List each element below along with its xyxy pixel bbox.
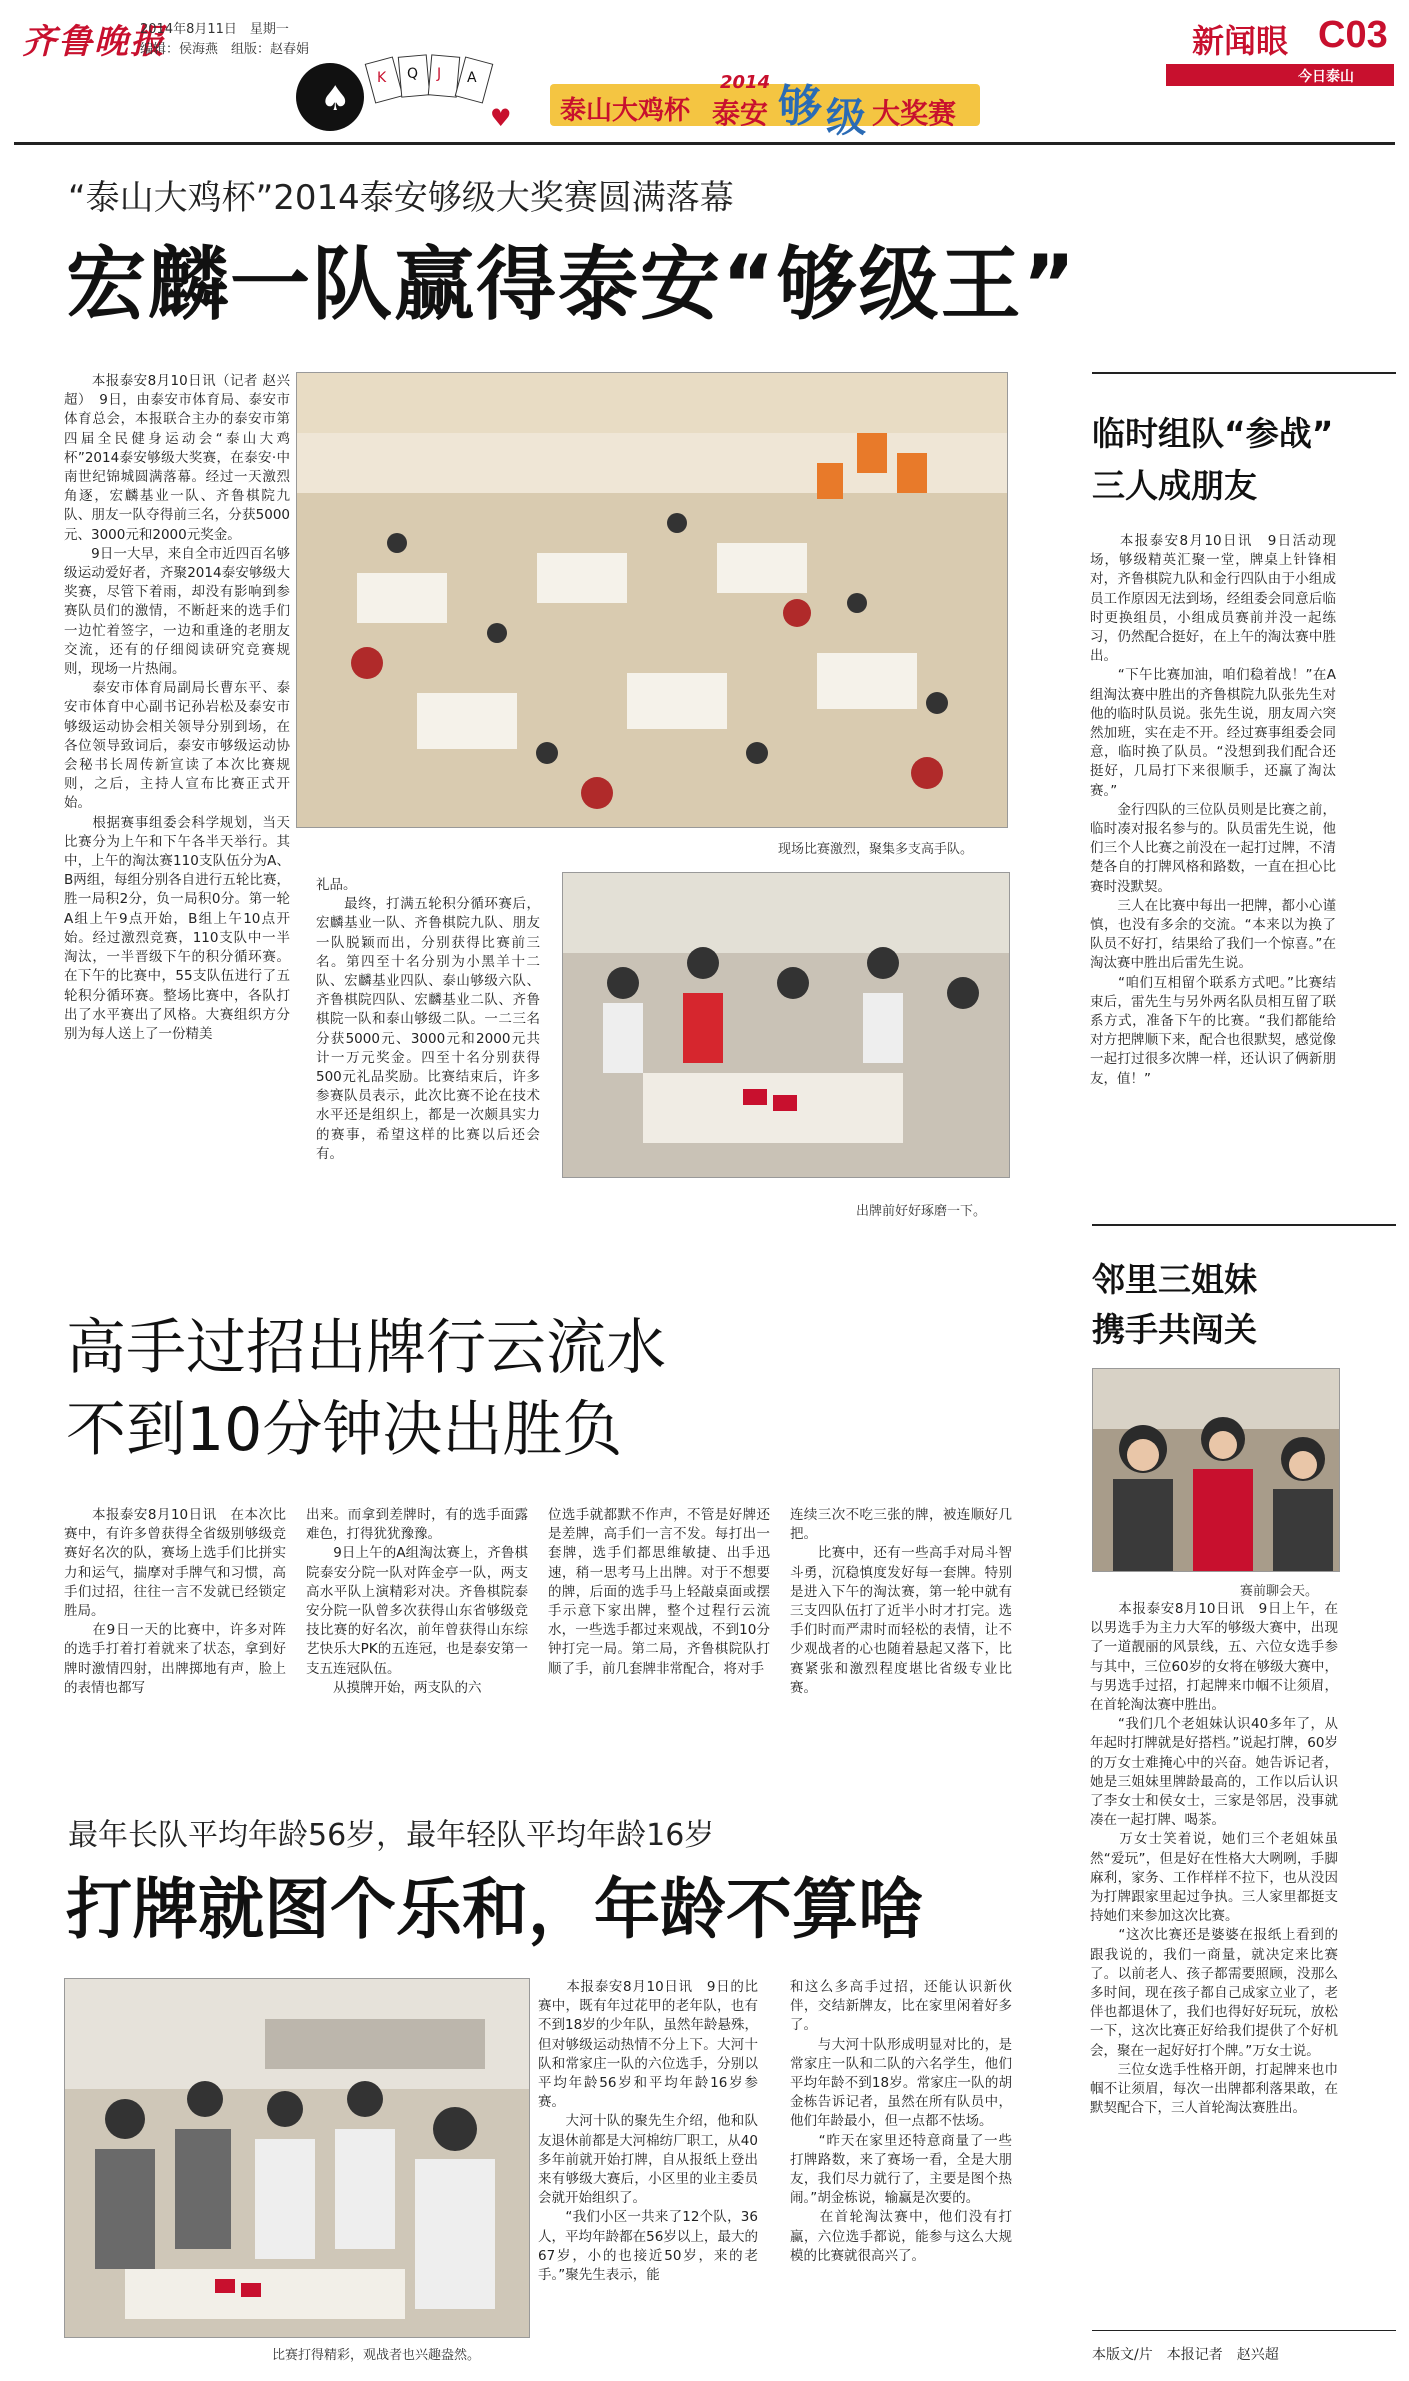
- story2-col3: 位选手就都默不作声，不管是好牌还是差牌，高手们一言不发。每打出一套牌，选手们都思维敏捷、出手迅速，稍一思考马上出牌。对于不想要的牌，后面的选手马上轻敲桌面或摆手示意下家出牌，整个过程行云流水，一些选手都过来观战，不到10分钟打完一局。第二局，齐鲁棋院队打顺了手，前几套牌非常配合，将对手: [548, 1507, 770, 1677]
- story3-col2: 和这么多高手过招，还能认识新伙伴，交结新牌友，比在家里闲着好多了。 与大河十队形成明显对比的，是常家庄一队和二队的六名学生，他们平均年龄不到18岁。常家庄一队的胡金栋告诉记者，虽然在所有队员中，他们年龄最小，但一点都不怯场。 “昨天在家里还特意商量了一些打牌路数，来了赛场一看，全是大朋友，我们尽力就行了，主要是图个热闹。”胡金栋说，输赢是次要的。 在首轮淘汰赛中，他们没有打赢，六位选手都说，能参与这么大规模的比赛就很高兴了。: [790, 1979, 1012, 2264]
- masthead-rule: [14, 142, 1395, 145]
- event-banner: [250, 52, 1030, 142]
- date-line: 2014年8月11日 星期一: [140, 22, 289, 37]
- story1-photo2: [562, 872, 1010, 1178]
- story3-photo-caption: 比赛打得精彩，观战者也兴趣盎然。: [272, 2348, 481, 2363]
- svg-text:Q: Q: [407, 66, 419, 82]
- banner-right-a: 泰安: [712, 97, 769, 130]
- story2-headline-a: 高手过招出牌行云流水: [66, 1313, 666, 1383]
- side2-photo: [1092, 1368, 1340, 1572]
- story2-col4: 连续三次不吃三张的牌，被连顺好几把。 比赛中，还有一些高手对局斗智斗勇，沉稳慎度发好每一套牌。特别是进入下午的淘汰赛，第一轮中就有三支四队伍打了近半小时才打完。选手们时而严肃时而轻松的表情，让不少观战者的心也随着悬起又落下，比赛紧张和激烈程度堪比省级专业比赛。: [790, 1507, 1012, 1696]
- side2-title-b: 携手共闯关: [1092, 1310, 1257, 1349]
- banner-left: 泰山大鸡杯: [560, 96, 691, 126]
- side2-body: 本报泰安8月10日讯 9日上午，在以男选手为主力大军的够级大赛中，出现了一道靓丽的风景线，五、六位女选手参与其中，三位60岁的女将在够级大赛中，与男选手过招，打起牌来巾帼不让须眉，在首轮淘汰赛中胜出。 “我们几个老姐妹认识40多年了，从年起时打牌就是好搭档。”说起打牌，60岁的万女士难掩心中的兴奋。她告诉记者，她是三姐妹里牌龄最高的，工作以后认识了李女士和侯女士，三家是邻居，没事就凑在一起打牌、喝茶。 万女士笑着说，她们三个老姐妹虽然“爱玩”，但是好在性格大大咧咧，手脚麻利，家务、工作样样不拉下，也从没因为打牌跟家里起过争执。三人家里都挺支持她们来参加这次比赛。 “这次比赛还是婆婆在报纸上看到的跟我说的，我们一商量，就决定来比赛了。以前老人、孩子都需要照顾，没那么多时间，现在孩子都自己成家立业了，老伴也都退休了，我们也得好好玩玩，放松一下，这次比赛正好给我们提供了个好机会，聚在一起好好打个牌。”万女士说。 三位女选手性格开朗，打起牌来也巾帼不让须眉，每次一出牌都利落果敢，在默契配合下，三人首轮淘汰赛胜出。: [1090, 1601, 1338, 2117]
- story3-photo: [64, 1978, 530, 2338]
- spectators-photo-icon: [65, 1979, 530, 2338]
- side2-photo-caption: 赛前聊会天。: [1240, 1584, 1319, 1599]
- side1-body: 本报泰安8月10日讯 9日活动现场，够级精英汇聚一堂，牌桌上针锋相对，齐鲁棋院九队和金行四队由于小组成员工作原因无法到场，经组委会同意后临时更换组员，小组成员赛前并没一起练习，仍然配合挺好，在上午的淘汰赛中胜出。 “下午比赛加油，咱们稳着战！”在A组淘汰赛中胜出的齐鲁棋院九队张先生对他的临时队员说。张先生说，朋友周六突然加班，实在走不开。经过赛事组委会同意，临时换了队员。“没想到我们配合还挺好，几局打下来很顺手，还赢了淘汰赛。” 金行四队的三位队员则是比赛之前，临时凑对报名参与的。队员雷先生说，他们三个人比赛之前没在一起打过牌，不清楚各自的打牌风格和路数，一直在担心比赛时没默契。 三人在比赛中每出一把牌，都小心谨慎，也没有多余的交流。“本来以为换了队员不好打，结果给了我们一个惊喜。”在淘汰赛中胜出后雷先生说。 “咱们互相留个联系方式吧。”比赛结束后，雷先生与另外两名队员相互留了联系方式，准备下午的比赛。“我们都能给对方把牌顺下来，配合也很默契，感觉像一起打过很多次牌一样，还认识了俩新朋友，值！”: [1090, 533, 1336, 1087]
- crowd-photo-icon: [297, 373, 1008, 828]
- side1-top-rule: [1092, 372, 1396, 374]
- section-name: 新闻眼: [1192, 22, 1289, 60]
- side2-top-rule: [1092, 1224, 1396, 1226]
- editor-line: 编辑：侯海燕 组版：赵春娟: [140, 42, 310, 57]
- story1-photo1-caption: 现场比赛激烈，聚集多支高手队。: [778, 842, 974, 857]
- side1-title-b: 三人成朋友: [1092, 466, 1257, 505]
- credits: 本版文/片 本报记者 赵兴超: [1092, 2347, 1279, 2363]
- svg-text:A: A: [467, 70, 477, 86]
- story3-kicker: 最年长队平均年龄56岁，最年轻队平均年龄16岁: [68, 1818, 715, 1853]
- section-sub-bar: [1166, 64, 1394, 86]
- credits-rule: [1092, 2330, 1396, 2331]
- svg-text:♥: ♥: [490, 104, 512, 132]
- side1-title-a: 临时组队“参战”: [1092, 414, 1334, 453]
- section-sub: 今日泰山: [1298, 69, 1354, 85]
- story2-col1: 本报泰安8月10日讯 在本次比赛中，有许多曾获得全省级别够级竞赛好名次的队，赛场上选手们比拼实力和运气，揣摩对手牌气和习惯，高手们过招，往往一言不发就已经锁定胜局。 在9日一天的比赛中，许多对阵的选手打着打着就来了状态，拿到好牌时激情四射，出牌掷地有声，脸上的表情也都写: [64, 1507, 286, 1696]
- banner-right-d: 大奖赛: [872, 97, 957, 130]
- three-women-photo-icon: [1093, 1369, 1340, 1572]
- cards-icon: [250, 52, 550, 142]
- svg-text:J: J: [437, 66, 442, 82]
- side2-title-a: 邻里三姐妹: [1092, 1260, 1257, 1299]
- banner-right-b: 够: [778, 81, 822, 132]
- story1-headline: 宏麟一队赢得泰安“够级王”: [66, 238, 1078, 331]
- story2-col2: 出来。而拿到差牌时，有的选手面露难色，打得犹犹豫豫。 9日上午的A组淘汰赛上，齐鲁棋院泰安分院一队对阵金亭一队，两支高水平队上演精彩对决。齐鲁棋院泰安分院一队曾多次获得山东省够级竞技比赛的好名次，前年曾获得山东综艺快乐大PK的五连冠，也是泰安第一支五连冠队伍。 从摸牌开始，两支队的六: [306, 1507, 528, 1696]
- newspaper-logo: 齐鲁晚报: [22, 22, 166, 62]
- story3-col1: 本报泰安8月10日讯 9日的比赛中，既有年过花甲的老年队，也有不到18岁的少年队，虽然年龄悬殊，但对够级运动热情不分上下。大河十队和常家庄一队的六位选手，分别以平均年龄56岁和平均年龄16岁参赛。 大河十队的聚先生介绍，他和队友退休前都是大河棉纺厂职工，从40多年前就开始打牌，自从报纸上登出来有够级大赛后，小区里的业主委员会就开始组织了。 “我们小区一共来了12个队，36人，平均年龄都在56岁以上，最大的67岁，小的也接近50岁，来的老手。”聚先生表示，能: [538, 1979, 758, 2284]
- story1-photo1: [296, 372, 1008, 828]
- banner-year: 2014: [720, 72, 771, 93]
- story1-kicker: “泰山大鸡杯”2014泰安够级大奖赛圆满落幕: [68, 178, 734, 218]
- story1-col2: 礼品。 最终，打满五轮积分循环赛后，宏麟基业一队、齐鲁棋院九队、朋友一队脱颖而出，分别获得比赛前三名。第四至十名分别为小黑羊十二队、宏麟基业四队、泰山够级六队、齐鲁棋院四队、宏麟基业二队、齐鲁棋院一队和泰山够级二队。一二三名分获5000元、3000元和2000元共计一万元奖金。四至十名分别获得500元礼品奖励。比赛结束后，许多参赛队员表示，此次比赛不论在技术水平还是组织上，都是一次颇具实力的赛事，希望这样的比赛以后还会有。: [316, 877, 540, 1162]
- card-table-photo-icon: [563, 873, 1010, 1178]
- story2-headline-b: 不到10分钟决出胜负: [66, 1395, 623, 1465]
- story1-col1: 本报泰安8月10日讯（记者 赵兴超） 9日，由泰安市体育局、泰安市体育总会，本报联合主办的泰安市第四届全民健身运动会“泰山大鸡杯”2014泰安够级大奖赛，在泰安·中南世纪锦城圆满落幕。经过一天激烈角逐，宏麟基业一队、齐鲁棋院九队、朋友一队夺得前三名，分获5000元、3000元和2000元奖金。 9日一大早，来自全市近四百名够级运动爱好者，齐聚2014泰安够级大奖赛，尽管下着雨，却没有影响到参赛队员们的激情，不断赶来的选手们一边忙着签字，一边和重逢的老朋友交流，还有的仔细阅读研究竞赛规则，现场一片热闹。 泰安市体育局副局长曹东平、泰安市体育中心副书记孙岩松及泰安市够级运动协会相关领导分别到场，在各位领导致词后，泰安市够级运动协会秘书长周传新宣读了本次比赛规则，之后，主持人宣布比赛正式开始。 根据赛事组委会科学规划，当天比赛分为上午和下午各半天举行。其中，上午的淘汰赛110支队伍分为A、B两组，每组分别各自进行五轮比赛，胜一局积2分，负一局积0分。第一轮A组上午9点开始，B组上午10点开始。经过激烈竞赛，110支队中一半淘汰，一半晋级下午的积分循环赛。在下午的比赛中，55支队伍进行了五轮积分循环赛。整场比赛中，各队打出了水平赛出了风格。大赛组织方分别为每人送上了一份精美: [64, 373, 290, 1042]
- page-number: C03: [1318, 14, 1388, 56]
- banner-right-c: 级: [826, 95, 866, 141]
- story3-headline: 打牌就图个乐和，年龄不算啥: [66, 1871, 924, 1948]
- svg-text:♠: ♠: [320, 79, 351, 119]
- svg-text:K: K: [377, 70, 387, 86]
- story1-photo2-caption: 出牌前好好琢磨一下。: [856, 1204, 987, 1219]
- masthead: [0, 0, 1409, 150]
